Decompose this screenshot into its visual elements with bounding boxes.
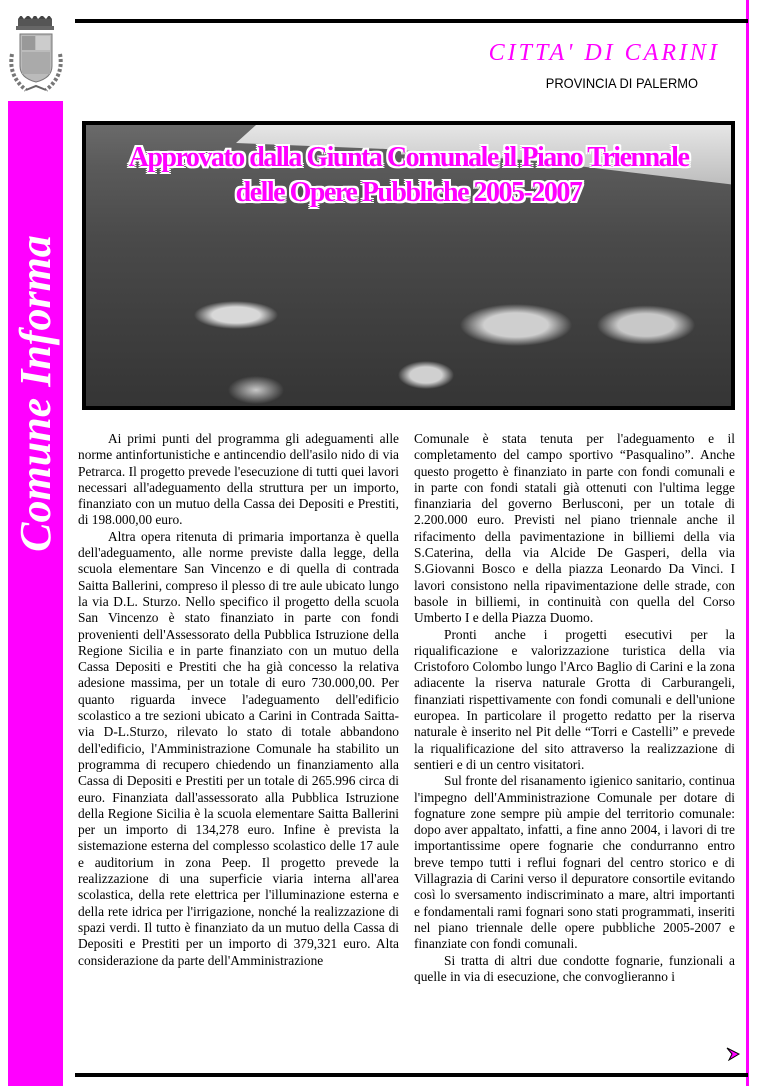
section-label: Comune Informa [11, 235, 60, 552]
city-title: CITTA' DI CARINI [488, 40, 720, 66]
top-rule [75, 19, 748, 23]
paragraph: Si tratta di altri due condotte fognarie, funzionali a quelle in via di esecuzione, che convoglieranno i [414, 952, 735, 984]
article-left-column [78, 431, 399, 969]
bottom-rule [75, 1073, 748, 1077]
sidebar-band [8, 101, 63, 1086]
paragraph: Ai primi punti del programma gli adeguamenti alle norme antinfortunistiche e antincendio dell'asilo nido di via Petrarca. Il progetto prevede l'esecuzione di tutti quei lavori necessari all'adeguamento della struttura per un importo, finanziato con un mutuo della Cassa dei Depositi e Prestiti, di 198.000,00 euro. [78, 431, 399, 528]
paragraph: Pronti anche i progetti esecutivi per la riqualificazione e valorizzazione turistica della via Cristoforo Colombo lungo l'Arco Baglio di Carini e la zona adiacente la riserva naturale Grotta di Carburangeli, finanziati rispettivamente con fondi comunali e dell'unione europea. In particolare il progetto redatto per la riserva naturale è inserito nel Pit delle “Torri e Castelli” e prevede la riqualificazione del sito attraverso la realizzazione di sentieri e di un centro visitatori. [414, 626, 735, 772]
paragraph: Altra opera ritenuta di primaria importanza è quella dell'adeguamento, alle norme previste dalla legge, della scuola elementare San Vincenzo e di quella di contrada Saitta Ballerini, compreso il plesso di tre aule ubicato lungo la via D.L. Sturzo. Nello specifico il progetto della scuola San Vincenzo è stato finanziato in parte con fondi provenienti dell'Assessorato della Pubblica Istruzione della Regione Sicilia e in parte finanziato con un mutuo della Cassa Depositi e Prestiti che ha già concesso la relativa adesione massima, per un totale di euro 730.000,00. Per quanto riguarda invece l'adeguamento dell'edificio scolastico a tre sezioni ubicato a Carini in Contrada Saitta- via D-L.Sturzo, rilevato lo stato di totale abbandono dell'edificio, l'Amministrazione Comunale ha stabilito un programma di recupero chiedendo un finanziamento alla Cassa di Depositi e Prestiti per un totale di 265.996 circa di euro. Finanziata dall'assessorato alla Pubblica Istruzione della Regione Sicilia è la scuola elementare Saitta Ballerini per un importo di 134,278 euro. Infine è prevista la sistemazione esterna del complesso scolastico delle 17 aule e auditorium in zona Peep. Il progetto prevede la realizzazione di una superficie viaria interna all'area scolastica, della rete elettrica per l'illuminazione esterna e della rete idrica per l'irrigazione, nonché la realizzazione di spazi verdi. Il tutto è finanziato da un mutuo della Cassa di Depositi e Prestiti per un importo di 379,321 euro. Alta considerazione da parte dell'Amministrazione [78, 528, 399, 968]
right-accent-rule [746, 0, 749, 1086]
headline-photo [82, 121, 735, 410]
headline-line-1: Approvato dalla Giunta Comunale il Piano Triennale [128, 142, 689, 173]
article-right-column [414, 431, 735, 985]
headline-line-2: delle Opere Pubbliche 2005-2007 [235, 177, 582, 208]
next-page-arrow-icon[interactable] [726, 1047, 740, 1061]
province-subtitle: PROVINCIA DI PALERMO [545, 75, 698, 91]
paragraph: Comunale è stata tenuta per l'adeguamento e il completamento del campo sportivo “Pasqualino”. Anche questo progetto è finanziato in parte con fondi comunali e in parte con fondi statali già ottenuti con l'ultima legge finanziaria del governo Berlusconi, per un totale di 2.200.000 euro. Previsti nel piano triennale anche il rifacimento della pavimentazione in billiemi della via S.Caterina, della via Alcide De Gasperi, della via S.Giovanni Bosco e della piazza Leonardo Da Vinci. I lavori consistono nella ripavimentazione delle strade, con basole in billiemi, in continuità con quella del Corso Umberto I e della Piazza Duomo. [414, 431, 735, 626]
paragraph: Sul fronte del risanamento igienico sanitario, continua l'impegno dell'Amministrazione Comunale per dotare di fognature zone sempre più ampie del territorio comunale: dopo aver appaltato, infatti, a fine anno 2004, i lavori di tre importantissime opere fognarie che condurranno entro breve tempo tutti i reflui fognari del centro storico e di Villagrazia di Carini verso il depuratore consortile evitando così lo sversamento indiscriminato a mare, altri importanti e fondamentali rami fognari sono stati programmati, inseriti nel piano triennale delle opere pubbliche 2005-2007 e finanziate con fondi comunali. [414, 773, 735, 952]
